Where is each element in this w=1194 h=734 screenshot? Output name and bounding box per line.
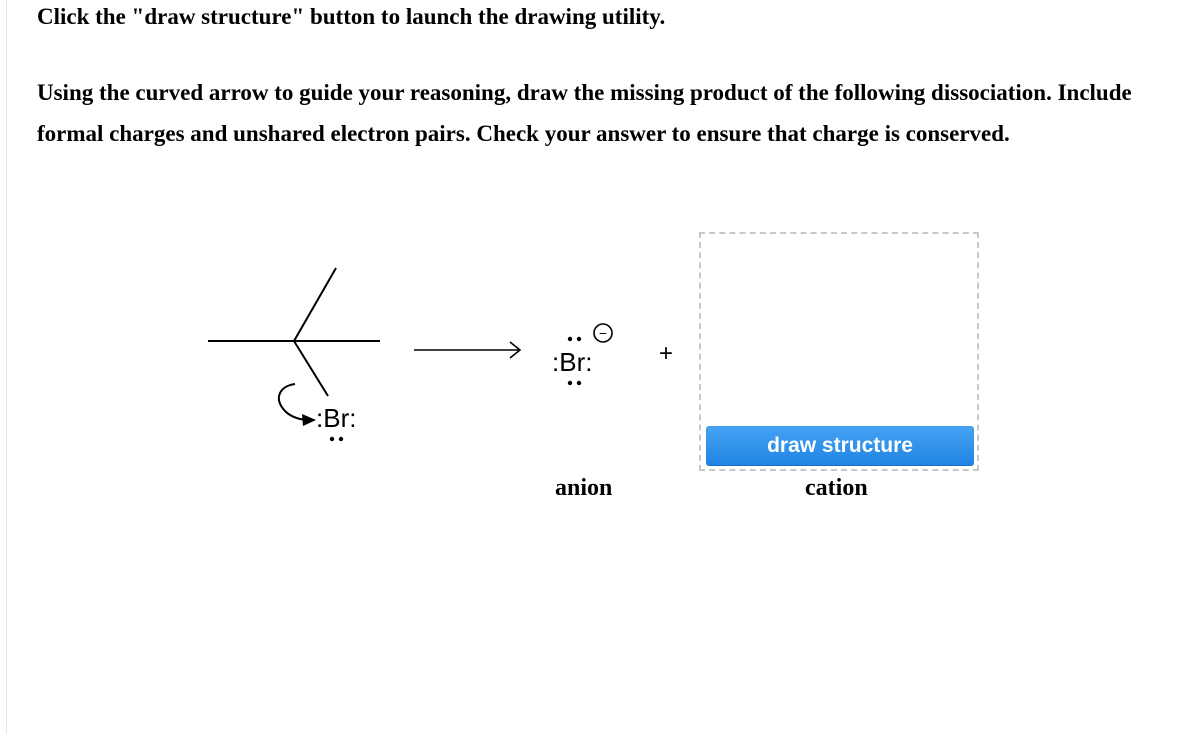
negative-charge-symbol: − [598, 325, 608, 341]
instruction-text: Click the "draw structure" button to launch the drawing utility. [37, 4, 666, 29]
draw-structure-button[interactable]: draw structure [706, 426, 974, 465]
upper-bond [294, 268, 336, 341]
cation-caption: cation [805, 475, 868, 501]
question-text: Using the curved arrow to guide your reasoning, draw the missing product of the following dissociation. Include formal charges and unshared electron pairs. Check your answer to ensure that charge is conserved. [37, 80, 1132, 146]
reactant-lone-pair-bottom [330, 437, 343, 441]
curved-arrow-icon [279, 384, 316, 426]
reactant-bromine-label: :Br: [316, 403, 357, 433]
c-br-bond [294, 341, 328, 396]
plus-sign: + [658, 340, 674, 367]
anion-caption: anion [555, 475, 613, 501]
negative-charge-icon [594, 324, 612, 342]
reactant-skeleton [208, 268, 380, 396]
reaction-arrow-icon [414, 342, 520, 358]
anion-bromine-label: :Br: [552, 347, 593, 377]
